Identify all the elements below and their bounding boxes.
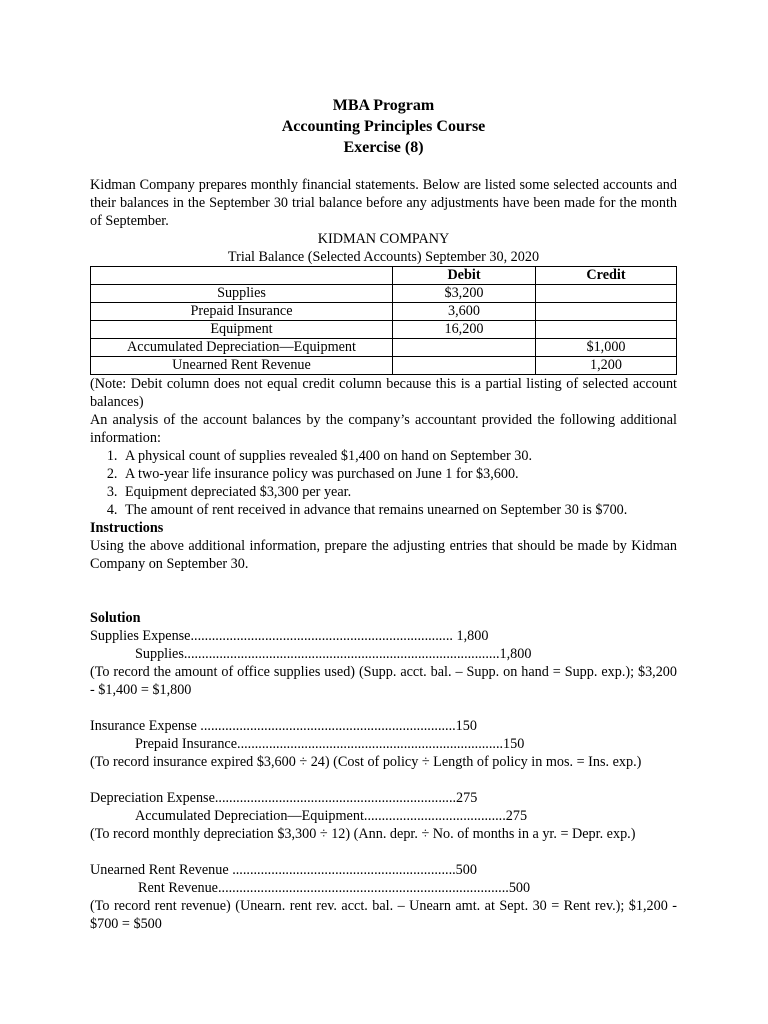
entry-credit-line: Rent Revenue..................................................................................500 [138, 880, 531, 896]
table-row [91, 285, 677, 303]
instructions-text: Using the above additional information, prepare the adjusting entries that should be made by Kidman Company on September 30. [90, 538, 677, 572]
account-name: Prepaid Insurance [91, 303, 393, 321]
entry-debit-line: Unearned Rent Revenue ...............................................................500 [90, 862, 477, 878]
table-row [91, 321, 677, 339]
entry-debit-line: Insurance Expense ........................................................................150 [90, 718, 477, 734]
debit-value: 16,200 [393, 321, 536, 339]
account-name: Supplies [91, 285, 393, 303]
entry-credit-line: Accumulated Depreciation—Equipment........................................275 [135, 808, 528, 824]
header-debit: Debit [393, 267, 536, 285]
entry-credit-line: Supplies.........................................................................................1,800 [135, 646, 532, 662]
document-header [90, 95, 677, 158]
instructions-heading: Instructions [90, 520, 164, 536]
solution-heading: Solution [90, 610, 141, 626]
header-program: MBA Program [332, 97, 435, 114]
trial-balance-subtitle: Trial Balance (Selected Accounts) September 30, 2020 [227, 249, 540, 265]
entry-credit-line: Prepaid Insurance...........................................................................150 [135, 736, 525, 752]
account-name: Equipment [91, 321, 393, 339]
list-item: 3. Equipment depreciated $3,300 per year. [121, 483, 677, 501]
debit-value: $3,200 [393, 285, 536, 303]
document-page [90, 95, 677, 933]
entry-explanation: (To record the amount of office supplies used) (Supp. acct. bal. – Supp. on hand = Supp. exp.); $3,200 - $1,400 = $1,800 [90, 664, 677, 698]
table-row [91, 339, 677, 357]
account-name: Unearned Rent Revenue [91, 357, 393, 375]
additional-info-list [90, 447, 677, 519]
debit-value [393, 339, 536, 357]
entry-debit-line: Depreciation Expense....................................................................275 [90, 790, 478, 806]
journal-entry [90, 789, 677, 843]
trial-balance-table [90, 266, 677, 375]
entry-explanation: (To record rent revenue) (Unearn. rent rev. acct. bal. – Unearn amt. at Sept. 30 = Rent rev.); $1,200 - $700 = $500 [90, 898, 677, 932]
entry-explanation: (To record monthly depreciation $3,300 ÷ 12) (Ann. depr. ÷ No. of months in a yr. = Depr. exp.) [90, 826, 636, 842]
note-paragraph: (Note: Debit column does not equal credit column because this is a partial listing of selected account balances) [90, 376, 677, 410]
header-exercise: Exercise (8) [343, 139, 424, 156]
debit-value: 3,600 [393, 303, 536, 321]
header-course: Accounting Principles Course [281, 118, 486, 135]
account-name: Accumulated Depreciation—Equipment [91, 339, 393, 357]
header-account [91, 267, 393, 285]
entry-debit-line: Supplies Expense.......................................................................... 1,800 [90, 628, 489, 644]
journal-entry [90, 717, 677, 771]
list-item: 4. The amount of rent received in advance that remains unearned on September 30 is $700. [121, 501, 677, 519]
credit-value [536, 321, 677, 339]
credit-value: 1,200 [536, 357, 677, 375]
journal-entry [90, 861, 677, 933]
credit-value [536, 303, 677, 321]
credit-value [536, 285, 677, 303]
list-item: 1. A physical count of supplies revealed $1,400 on hand on September 30. [121, 447, 677, 465]
table-header-row [91, 267, 677, 285]
table-row [91, 303, 677, 321]
header-credit: Credit [536, 267, 677, 285]
table-row [91, 357, 677, 375]
analysis-intro: An analysis of the account balances by the company’s accountant provided the following additional information: [90, 412, 677, 446]
debit-value [393, 357, 536, 375]
company-name: KIDMAN COMPANY [317, 231, 450, 247]
list-item: 2. A two-year life insurance policy was purchased on June 1 for $3,600. [121, 465, 677, 483]
intro-paragraph: Kidman Company prepares monthly financial statements. Below are listed some selected accounts and their balances in the September 30 trial balance before any adjustments have been made for the month of September. [90, 177, 677, 229]
credit-value: $1,000 [536, 339, 677, 357]
journal-entry [90, 627, 677, 699]
entry-explanation: (To record insurance expired $3,600 ÷ 24) (Cost of policy ÷ Length of policy in mos. = Ins. exp.) [90, 754, 642, 770]
